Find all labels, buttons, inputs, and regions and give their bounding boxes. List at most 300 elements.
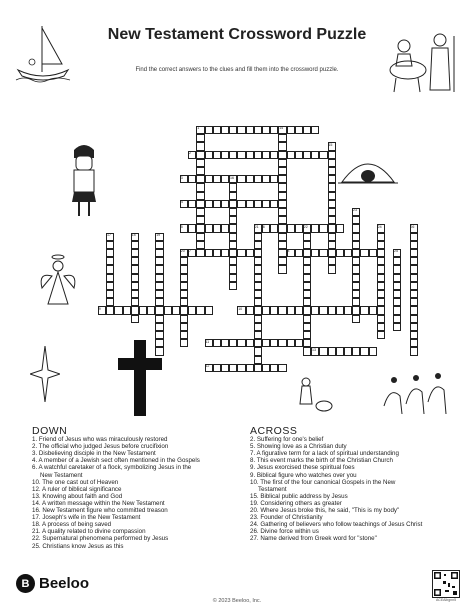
crossword-cell[interactable] <box>319 249 327 257</box>
crossword-cell[interactable] <box>410 257 418 265</box>
crossword-cell[interactable] <box>311 306 319 314</box>
crossword-cell[interactable] <box>229 257 237 265</box>
crossword-cell[interactable] <box>328 249 336 257</box>
crossword-cell[interactable] <box>237 151 245 159</box>
crossword-cell[interactable] <box>246 364 254 372</box>
crossword-cell[interactable] <box>295 339 303 347</box>
crossword-cell[interactable] <box>180 257 188 265</box>
crossword-cell[interactable] <box>262 364 270 372</box>
crossword-cell[interactable] <box>352 249 360 257</box>
crossword-cell[interactable] <box>287 306 295 314</box>
crossword-cell[interactable] <box>278 208 286 216</box>
crossword-cell[interactable] <box>328 167 336 175</box>
crossword-cell[interactable] <box>278 183 286 191</box>
crossword-cell[interactable] <box>295 224 303 232</box>
crossword-cell[interactable] <box>254 241 262 249</box>
crossword-cell[interactable] <box>410 347 418 355</box>
crossword-cell[interactable] <box>270 126 278 134</box>
crossword-cell[interactable] <box>377 331 385 339</box>
crossword-cell[interactable] <box>155 298 163 306</box>
crossword-cell[interactable] <box>237 249 245 257</box>
crossword-cell[interactable] <box>328 265 336 273</box>
crossword-cell[interactable] <box>180 290 188 298</box>
crossword-cell[interactable] <box>278 175 286 183</box>
crossword-cell[interactable] <box>205 151 213 159</box>
crossword-cell[interactable] <box>377 249 385 257</box>
crossword-cell[interactable] <box>155 274 163 282</box>
crossword-cell[interactable] <box>155 315 163 323</box>
crossword-cell[interactable] <box>139 306 147 314</box>
crossword-cell[interactable] <box>377 290 385 298</box>
crossword-cell[interactable] <box>254 298 262 306</box>
crossword-cell[interactable] <box>278 249 286 257</box>
crossword-cell[interactable] <box>254 175 262 183</box>
crossword-cell[interactable] <box>106 298 114 306</box>
crossword-cell[interactable] <box>229 282 237 290</box>
crossword-cell[interactable] <box>377 306 385 314</box>
crossword-cell[interactable] <box>246 175 254 183</box>
crossword-cell[interactable] <box>278 134 286 142</box>
crossword-cell[interactable] <box>229 224 237 232</box>
crossword-cell[interactable] <box>180 274 188 282</box>
crossword-cell[interactable] <box>377 282 385 290</box>
crossword-cell[interactable] <box>254 306 262 314</box>
crossword-cell[interactable] <box>278 265 286 273</box>
crossword-cell[interactable] <box>328 208 336 216</box>
crossword-cell[interactable] <box>106 249 114 257</box>
crossword-cell[interactable] <box>180 331 188 339</box>
crossword-cell[interactable] <box>213 364 221 372</box>
beeloo-logo[interactable] <box>16 574 89 593</box>
crossword-cell[interactable] <box>352 306 360 314</box>
crossword-cell[interactable] <box>246 339 254 347</box>
crossword-cell[interactable] <box>213 126 221 134</box>
crossword-cell[interactable] <box>377 233 385 241</box>
crossword-cell[interactable] <box>278 167 286 175</box>
crossword-cell[interactable] <box>164 306 172 314</box>
crossword-cell[interactable] <box>213 224 221 232</box>
crossword-cell[interactable] <box>229 265 237 273</box>
crossword-cell[interactable] <box>344 306 352 314</box>
crossword-cell[interactable] <box>311 151 319 159</box>
crossword-cell[interactable] <box>155 339 163 347</box>
crossword-cell[interactable] <box>172 306 180 314</box>
crossword-cell[interactable] <box>155 347 163 355</box>
crossword-cell[interactable] <box>229 151 237 159</box>
crossword-cell[interactable] <box>155 306 163 314</box>
crossword-cell[interactable] <box>155 257 163 265</box>
crossword-cell[interactable] <box>352 265 360 273</box>
crossword-cell[interactable] <box>352 224 360 232</box>
crossword-cell[interactable] <box>377 298 385 306</box>
crossword-cell[interactable] <box>303 257 311 265</box>
crossword-cell[interactable] <box>328 159 336 167</box>
crossword-cell[interactable] <box>336 347 344 355</box>
crossword-cell[interactable] <box>360 249 368 257</box>
crossword-cell[interactable] <box>155 282 163 290</box>
crossword-cell[interactable] <box>180 306 188 314</box>
crossword-cell[interactable] <box>287 126 295 134</box>
crossword-cell[interactable] <box>303 347 311 355</box>
crossword-cell[interactable] <box>196 233 204 241</box>
crossword-cell[interactable] <box>328 175 336 183</box>
crossword-cell[interactable] <box>221 339 229 347</box>
crossword-cell[interactable] <box>328 347 336 355</box>
crossword-cell[interactable] <box>123 306 131 314</box>
crossword-cell[interactable] <box>205 224 213 232</box>
crossword-cell[interactable] <box>237 339 245 347</box>
crossword-cell[interactable] <box>155 265 163 273</box>
crossword-cell[interactable] <box>377 274 385 282</box>
crossword-cell[interactable] <box>287 151 295 159</box>
crossword-cell[interactable] <box>213 249 221 257</box>
crossword-cell[interactable] <box>254 290 262 298</box>
crossword-cell[interactable] <box>254 331 262 339</box>
crossword-cell[interactable] <box>311 224 319 232</box>
crossword-cell[interactable] <box>303 151 311 159</box>
crossword-cell[interactable] <box>393 265 401 273</box>
crossword-cell[interactable] <box>410 265 418 273</box>
crossword-cell[interactable] <box>106 282 114 290</box>
crossword-cell[interactable] <box>196 175 204 183</box>
crossword-cell[interactable] <box>303 315 311 323</box>
crossword-cell[interactable] <box>278 192 286 200</box>
crossword-cell[interactable] <box>295 249 303 257</box>
crossword-cell[interactable] <box>246 306 254 314</box>
crossword-cell[interactable] <box>410 306 418 314</box>
crossword-cell[interactable] <box>155 323 163 331</box>
crossword-cell[interactable] <box>303 339 311 347</box>
crossword-cell[interactable] <box>303 331 311 339</box>
crossword-cell[interactable] <box>393 290 401 298</box>
crossword-cell[interactable] <box>188 306 196 314</box>
crossword-cell[interactable] <box>352 290 360 298</box>
crossword-cell[interactable] <box>180 323 188 331</box>
crossword-cell[interactable] <box>196 183 204 191</box>
crossword-cell[interactable] <box>262 175 270 183</box>
crossword-cell[interactable] <box>229 216 237 224</box>
crossword-cell[interactable] <box>196 241 204 249</box>
crossword-cell[interactable] <box>287 339 295 347</box>
crossword-cell[interactable] <box>336 224 344 232</box>
crossword-cell[interactable] <box>278 216 286 224</box>
crossword-cell[interactable] <box>254 126 262 134</box>
crossword-cell[interactable] <box>221 364 229 372</box>
crossword-cell[interactable] <box>410 323 418 331</box>
crossword-cell[interactable] <box>278 142 286 150</box>
crossword-cell[interactable] <box>180 265 188 273</box>
crossword-cell[interactable] <box>155 249 163 257</box>
crossword-cell[interactable] <box>229 274 237 282</box>
crossword-cell[interactable] <box>180 315 188 323</box>
crossword-cell[interactable] <box>254 249 262 257</box>
crossword-cell[interactable] <box>410 339 418 347</box>
crossword-cell[interactable] <box>237 175 245 183</box>
crossword-cell[interactable] <box>254 323 262 331</box>
crossword-cell[interactable] <box>254 339 262 347</box>
crossword-cell[interactable] <box>106 257 114 265</box>
crossword-cell[interactable] <box>369 306 377 314</box>
crossword-cell[interactable] <box>106 306 114 314</box>
crossword-cell[interactable] <box>262 339 270 347</box>
crossword-cell[interactable] <box>369 249 377 257</box>
crossword-cell[interactable] <box>131 249 139 257</box>
crossword-cell[interactable] <box>303 241 311 249</box>
crossword-cell[interactable] <box>155 241 163 249</box>
crossword-cell[interactable] <box>270 364 278 372</box>
crossword-cell[interactable] <box>237 364 245 372</box>
crossword-cell[interactable] <box>196 142 204 150</box>
crossword-cell[interactable] <box>352 282 360 290</box>
crossword-cell[interactable] <box>221 224 229 232</box>
crossword-cell[interactable] <box>278 200 286 208</box>
crossword-cell[interactable] <box>196 192 204 200</box>
crossword-cell[interactable] <box>303 249 311 257</box>
crossword-cell[interactable] <box>196 306 204 314</box>
crossword-cell[interactable] <box>229 208 237 216</box>
crossword-cell[interactable] <box>262 126 270 134</box>
crossword-cell[interactable] <box>237 126 245 134</box>
crossword-cell[interactable] <box>262 306 270 314</box>
crossword-cell[interactable] <box>254 364 262 372</box>
crossword-cell[interactable] <box>254 257 262 265</box>
crossword-cell[interactable] <box>254 151 262 159</box>
crossword-cell[interactable] <box>254 347 262 355</box>
crossword-cell[interactable] <box>352 298 360 306</box>
crossword-cell[interactable] <box>229 364 237 372</box>
crossword-cell[interactable] <box>131 290 139 298</box>
crossword-cell[interactable] <box>303 298 311 306</box>
crossword-cell[interactable] <box>180 298 188 306</box>
crossword-cell[interactable] <box>246 151 254 159</box>
crossword-cell[interactable] <box>254 200 262 208</box>
crossword-cell[interactable] <box>377 323 385 331</box>
crossword-cell[interactable] <box>328 233 336 241</box>
crossword-cell[interactable] <box>229 126 237 134</box>
crossword-cell[interactable] <box>131 315 139 323</box>
crossword-cell[interactable] <box>328 192 336 200</box>
crossword-cell[interactable] <box>229 249 237 257</box>
crossword-cell[interactable] <box>131 257 139 265</box>
crossword-cell[interactable] <box>205 249 213 257</box>
crossword-cell[interactable] <box>410 249 418 257</box>
crossword-cell[interactable] <box>278 233 286 241</box>
crossword-cell[interactable] <box>180 282 188 290</box>
crossword-cell[interactable] <box>303 323 311 331</box>
crossword-cell[interactable] <box>229 183 237 191</box>
crossword-cell[interactable] <box>352 315 360 323</box>
crossword-cell[interactable] <box>196 208 204 216</box>
crossword-cell[interactable] <box>410 274 418 282</box>
crossword-cell[interactable] <box>377 315 385 323</box>
crossword-cell[interactable] <box>196 151 204 159</box>
crossword-cell[interactable] <box>344 347 352 355</box>
crossword-cell[interactable] <box>319 224 327 232</box>
crossword-cell[interactable] <box>303 306 311 314</box>
qr-code-icon[interactable] <box>432 570 460 598</box>
crossword-cell[interactable] <box>205 126 213 134</box>
crossword-cell[interactable] <box>114 306 122 314</box>
crossword-cell[interactable] <box>196 224 204 232</box>
crossword-cell[interactable] <box>410 331 418 339</box>
crossword-cell[interactable] <box>205 175 213 183</box>
crossword-cell[interactable] <box>410 282 418 290</box>
crossword-cell[interactable] <box>188 175 196 183</box>
crossword-cell[interactable] <box>328 151 336 159</box>
crossword-cell[interactable] <box>155 290 163 298</box>
crossword-cell[interactable] <box>377 241 385 249</box>
crossword-cell[interactable] <box>278 151 286 159</box>
crossword-cell[interactable] <box>221 151 229 159</box>
crossword-cell[interactable] <box>352 257 360 265</box>
crossword-cell[interactable] <box>205 200 213 208</box>
crossword-cell[interactable] <box>221 126 229 134</box>
crossword-cell[interactable] <box>278 159 286 167</box>
crossword-cell[interactable] <box>254 274 262 282</box>
crossword-cell[interactable] <box>131 298 139 306</box>
crossword-cell[interactable] <box>319 347 327 355</box>
crossword-cell[interactable] <box>106 274 114 282</box>
crossword-cell[interactable] <box>270 224 278 232</box>
crossword-cell[interactable] <box>254 233 262 241</box>
crossword-cell[interactable] <box>295 306 303 314</box>
crossword-cell[interactable] <box>254 356 262 364</box>
crossword-cell[interactable] <box>377 257 385 265</box>
crossword-cell[interactable] <box>262 151 270 159</box>
crossword-cell[interactable] <box>205 306 213 314</box>
crossword-cell[interactable] <box>237 200 245 208</box>
crossword-cell[interactable] <box>196 200 204 208</box>
crossword-cell[interactable] <box>319 306 327 314</box>
crossword-cell[interactable] <box>352 241 360 249</box>
crossword-cell[interactable] <box>328 257 336 265</box>
crossword-cell[interactable] <box>270 151 278 159</box>
crossword-cell[interactable] <box>221 175 229 183</box>
crossword-cell[interactable] <box>131 282 139 290</box>
crossword-cell[interactable] <box>131 265 139 273</box>
crossword-cell[interactable] <box>328 216 336 224</box>
crossword-cell[interactable] <box>303 126 311 134</box>
crossword-cell[interactable] <box>270 200 278 208</box>
crossword-cell[interactable] <box>393 306 401 314</box>
crossword-cell[interactable] <box>254 265 262 273</box>
crossword-cell[interactable] <box>229 233 237 241</box>
crossword-cell[interactable] <box>188 200 196 208</box>
crossword-cell[interactable] <box>303 290 311 298</box>
crossword-cell[interactable] <box>393 323 401 331</box>
crossword-cell[interactable] <box>196 216 204 224</box>
crossword-cell[interactable] <box>270 175 278 183</box>
crossword-cell[interactable] <box>295 151 303 159</box>
crossword-cell[interactable] <box>196 159 204 167</box>
crossword-cell[interactable] <box>393 298 401 306</box>
crossword-cell[interactable] <box>311 249 319 257</box>
crossword-cell[interactable] <box>377 265 385 273</box>
crossword-cell[interactable] <box>328 200 336 208</box>
crossword-cell[interactable] <box>360 306 368 314</box>
crossword-cell[interactable] <box>410 315 418 323</box>
crossword-cell[interactable] <box>270 306 278 314</box>
crossword-cell[interactable] <box>106 265 114 273</box>
crossword-cell[interactable] <box>254 315 262 323</box>
crossword-cell[interactable] <box>393 315 401 323</box>
crossword-cell[interactable] <box>229 200 237 208</box>
crossword-cell[interactable] <box>155 331 163 339</box>
crossword-cell[interactable] <box>106 241 114 249</box>
crossword-cell[interactable] <box>278 339 286 347</box>
crossword-cell[interactable] <box>328 224 336 232</box>
crossword-cell[interactable] <box>262 200 270 208</box>
crossword-cell[interactable] <box>352 216 360 224</box>
crossword-cell[interactable] <box>295 126 303 134</box>
crossword-cell[interactable] <box>246 249 254 257</box>
crossword-cell[interactable] <box>410 241 418 249</box>
crossword-cell[interactable] <box>229 241 237 249</box>
crossword-cell[interactable] <box>287 224 295 232</box>
crossword-cell[interactable] <box>278 306 286 314</box>
crossword-cell[interactable] <box>147 306 155 314</box>
crossword-cell[interactable] <box>131 274 139 282</box>
crossword-cell[interactable] <box>303 233 311 241</box>
crossword-cell[interactable] <box>336 306 344 314</box>
crossword-cell[interactable] <box>393 282 401 290</box>
crossword-cell[interactable] <box>410 290 418 298</box>
crossword-cell[interactable] <box>352 233 360 241</box>
crossword-cell[interactable] <box>213 339 221 347</box>
crossword-cell[interactable] <box>278 241 286 249</box>
crossword-cell[interactable] <box>336 249 344 257</box>
crossword-cell[interactable] <box>196 249 204 257</box>
crossword-cell[interactable] <box>344 249 352 257</box>
crossword-cell[interactable] <box>352 347 360 355</box>
crossword-cell[interactable] <box>106 290 114 298</box>
crossword-cell[interactable] <box>246 200 254 208</box>
crossword-cell[interactable] <box>196 167 204 175</box>
crossword-cell[interactable] <box>303 274 311 282</box>
crossword-cell[interactable] <box>311 126 319 134</box>
crossword-cell[interactable] <box>393 257 401 265</box>
crossword-cell[interactable] <box>213 151 221 159</box>
crossword-cell[interactable] <box>360 347 368 355</box>
crossword-cell[interactable] <box>328 306 336 314</box>
crossword-cell[interactable] <box>303 282 311 290</box>
crossword-cell[interactable] <box>410 233 418 241</box>
crossword-cell[interactable] <box>303 265 311 273</box>
crossword-cell[interactable] <box>180 339 188 347</box>
crossword-cell[interactable] <box>229 339 237 347</box>
crossword-cell[interactable] <box>278 224 286 232</box>
crossword-cell[interactable] <box>213 175 221 183</box>
crossword-cell[interactable] <box>319 151 327 159</box>
crossword-cell[interactable] <box>369 347 377 355</box>
crossword-cell[interactable] <box>213 200 221 208</box>
crossword-cell[interactable] <box>254 282 262 290</box>
crossword-cell[interactable] <box>393 274 401 282</box>
crossword-cell[interactable] <box>196 134 204 142</box>
crossword-cell[interactable] <box>246 126 254 134</box>
crossword-cell[interactable] <box>278 364 286 372</box>
crossword-cell[interactable] <box>278 257 286 265</box>
crossword-cell[interactable] <box>131 306 139 314</box>
crossword-cell[interactable] <box>229 192 237 200</box>
crossword-cell[interactable] <box>410 298 418 306</box>
crossword-cell[interactable] <box>221 249 229 257</box>
crossword-cell[interactable] <box>131 241 139 249</box>
crossword-cell[interactable] <box>221 200 229 208</box>
crossword-cell[interactable] <box>188 224 196 232</box>
crossword-cell[interactable] <box>328 241 336 249</box>
crossword-cell[interactable] <box>328 183 336 191</box>
